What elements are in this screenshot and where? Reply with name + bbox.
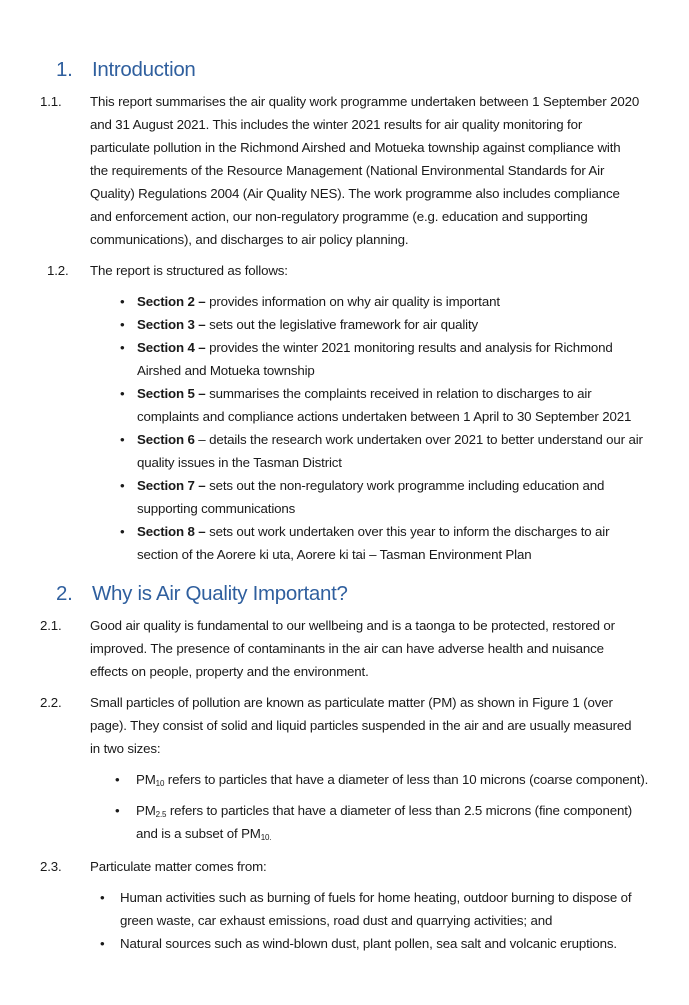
bullet-icon: • <box>120 478 125 493</box>
list-item <box>100 886 648 932</box>
paragraph-number: 2.2. <box>40 695 62 710</box>
bullet-icon: • <box>100 890 105 905</box>
paragraph-2-2 <box>40 691 640 760</box>
section-number: 2. <box>56 582 73 605</box>
bullet-icon: • <box>115 772 120 787</box>
bullet-icon: • <box>120 317 125 332</box>
section-title: Introduction <box>92 58 196 81</box>
paragraph-1-1 <box>40 90 640 251</box>
paragraph-text: The report is structured as follows: <box>90 263 288 278</box>
pm-subscript: 10 <box>155 779 165 788</box>
paragraph-number: 2.1. <box>40 618 62 633</box>
item-text: provides information on why air quality is important <box>205 294 500 309</box>
bullet-icon: • <box>120 386 125 401</box>
pm-subscript: 2.5 <box>155 810 167 819</box>
pm-label: PM <box>136 772 156 787</box>
item-label: Section 5 – <box>137 386 206 401</box>
item-text: Natural sources such as wind-blown dust, plant pollen, sea salt and volcanic eruptions. <box>120 936 617 951</box>
pm-subscript: 10. <box>260 833 272 842</box>
section-1-heading <box>56 56 689 84</box>
pm-size-list <box>115 768 650 845</box>
item-text: sets out the non-regulatory work programme including education and supporting communications <box>137 478 605 516</box>
item-text: summarises the complaints received in relation to discharges to air complaints and compliance actions undertaken between 1 April to 30 September 2021 <box>137 386 632 424</box>
paragraph-2-3 <box>40 855 640 878</box>
item-label: Section 2 – <box>137 294 206 309</box>
section-list <box>120 290 645 566</box>
paragraph-text: Small particles of pollution are known as particulate matter (PM) as shown in Figure 1 (over page). They consist of solid and liquid particles suspended in the air and are usually measured in two sizes: <box>90 695 632 756</box>
list-item <box>120 336 645 382</box>
pm-sources-list <box>100 886 648 955</box>
bullet-icon: • <box>120 340 125 355</box>
bullet-icon: • <box>115 803 120 818</box>
item-label: Section 6 <box>137 432 195 447</box>
paragraph-number: 2.3. <box>40 859 62 874</box>
paragraph-1-2 <box>47 259 640 282</box>
section-number: 1. <box>56 58 73 81</box>
list-item <box>120 474 645 520</box>
paragraph-text: This report summarises the air quality work programme undertaken between 1 September 2020 and 31 August 2021. This includes the winter 2021 results for air quality monitoring for particulate pollution in the Richmond Airshed and Motueka township against compliance with the requirements of the Resource Management (National Environmental Standards for Air Quality) Regulations 2004 (Air Quality NES). The work programme also includes compliance and enforcement action, our non-regulatory programme (e.g. education and supporting communications), and discharges to air policy planning. <box>90 94 640 247</box>
paragraph-number: 1.1. <box>40 94 62 109</box>
list-item <box>120 520 645 566</box>
item-label: Section 4 – <box>137 340 206 355</box>
paragraph-text: Good air quality is fundamental to our wellbeing and is a taonga to be protected, restored or improved. The presence of contaminants in the air can have adverse health and nuisance effects on people, property and the environment. <box>90 618 615 679</box>
paragraph-text: Particulate matter comes from: <box>90 859 267 874</box>
item-label: Section 8 – <box>137 524 206 539</box>
list-item <box>115 799 650 845</box>
section-title: Why is Air Quality Important? <box>92 582 348 605</box>
item-text: provides the winter 2021 monitoring results and analysis for Richmond Airshed and Motueka township <box>137 340 613 378</box>
bullet-icon: • <box>120 524 125 539</box>
item-label: Section 7 – <box>137 478 206 493</box>
list-item <box>120 382 645 428</box>
item-label: Section 3 – <box>137 317 206 332</box>
item-text: Human activities such as burning of fuels for home heating, outdoor burning to dispose of green waste, car exhaust emissions, road dust and quarrying activities; and <box>120 890 632 928</box>
paragraph-number: 1.2. <box>47 263 69 278</box>
bullet-icon: • <box>100 936 105 951</box>
item-text: refers to particles that have a diameter of less than 2.5 microns (fine component) and is a subset of PM <box>136 803 633 841</box>
list-item <box>120 290 645 313</box>
pm-label: PM <box>136 803 156 818</box>
list-item <box>115 768 650 791</box>
item-text: – details the research work undertaken over 2021 to better understand our air quality issues in the Tasman District <box>137 432 643 470</box>
section-2-heading <box>56 580 689 608</box>
list-item <box>120 428 645 474</box>
list-item <box>100 932 648 955</box>
item-text: sets out work undertaken over this year to inform the discharges to air section of the Aorere ki uta, Aorere ki tai – Tasman Environment Plan <box>137 524 610 562</box>
item-text: refers to particles that have a diameter of less than 10 microns (coarse component). <box>164 772 649 787</box>
bullet-icon: • <box>120 294 125 309</box>
item-text: sets out the legislative framework for air quality <box>205 317 479 332</box>
paragraph-2-1 <box>40 614 640 683</box>
bullet-icon: • <box>120 432 125 447</box>
list-item <box>120 313 645 336</box>
